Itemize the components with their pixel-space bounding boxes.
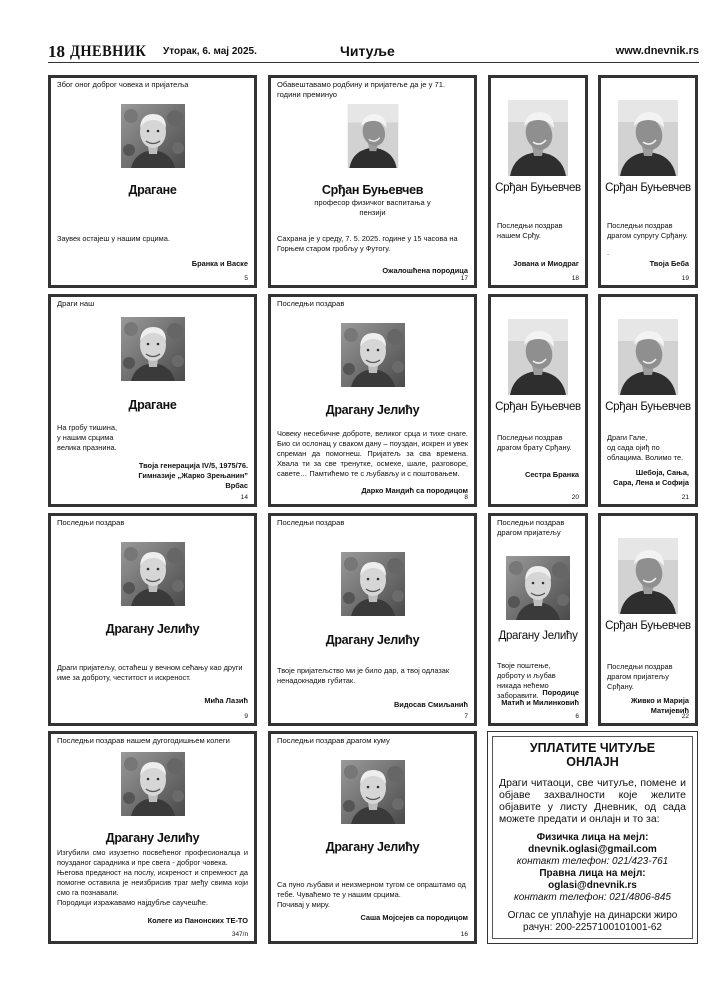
deceased-name: Срђан Буњевчев <box>605 620 691 632</box>
card-text: Твоје поштење, доброту и љубав никада нећемо заборавити. <box>497 661 556 700</box>
portrait-photo <box>618 100 678 176</box>
obituary-card-6 <box>488 513 588 726</box>
obituary-card-8 <box>268 294 477 507</box>
card-text: Са пуно љубави и неизмерном тугом се опраштамо од тебе. Чуваћемо те у нашим срцима. Почивај у миру. <box>277 880 466 909</box>
card-intro: Последњи поздрав драгом куму <box>277 736 390 745</box>
card-intro: Драги наш <box>57 299 95 308</box>
deceased-title: професор физичког васпитања у пензији <box>314 198 431 217</box>
card-signature: Живко и Марија Матијевић <box>630 696 689 715</box>
portrait-photo <box>341 760 405 824</box>
obituary-card-7 <box>268 513 477 726</box>
ad-number: 8 <box>464 494 468 501</box>
deceased-name: Драгану Јелићу <box>498 630 578 642</box>
obituary-card-16 <box>268 731 477 944</box>
card-text: Драги пријатељу, остаћеш у вечном сећању као други име за доброту, честитост и искреност. <box>57 663 243 682</box>
portrait-photo <box>341 104 405 168</box>
deceased-name: Срђан Буњевчев <box>495 401 581 413</box>
card-signature: Твоја Беба <box>649 259 689 268</box>
card-text: Драги Гале, од сада ојиђ по облацима. Волимо те. <box>607 433 684 462</box>
portrait-photo <box>121 104 185 168</box>
card-intro: Због оног доброг човека и пријатеља <box>57 80 189 89</box>
portrait-photo <box>341 552 405 616</box>
deceased-name: Драгане <box>128 398 177 412</box>
deceased-name: Срђан Буњевчев <box>605 401 691 413</box>
payment-line: Оглас се уплаћује на динарски жиро <box>507 910 678 921</box>
physical-phone: контакт телефон: 021/423-761 <box>516 856 669 867</box>
portrait-photo <box>121 317 185 381</box>
physical-label: Физичка лица на мејл: <box>536 832 649 843</box>
physical-email[interactable]: dnevnik.oglasi@gmail.com <box>528 844 657 855</box>
card-signature: Твоја генерација IV/5, 1975/76. Гимназије „Жарко Зрењанин” Врбас <box>138 461 248 490</box>
obituary-card-21 <box>598 294 698 507</box>
portrait-photo <box>341 323 405 387</box>
deceased-name: Срђан Буњевчев <box>495 182 581 194</box>
ad-number: 9 <box>244 713 248 720</box>
ad-number: 22 <box>681 713 689 720</box>
promo-title: УПЛАТИТЕ ЧИТУЉЕ <box>529 741 656 755</box>
obituary-card-20 <box>488 294 588 507</box>
card-text: Твоје пријатељство ми је било дар, а твој одлазак ненадокнадив губитак. <box>277 666 450 685</box>
obituary-card-19 <box>598 75 698 288</box>
card-signature: Бранка и Васке <box>191 259 248 268</box>
obituary-card-5 <box>48 75 257 288</box>
deceased-name: Драгану Јелићу <box>105 622 200 636</box>
card-signature: Саша Мојсејев са породицом <box>360 913 468 922</box>
card-signature: Мића Лазић <box>204 696 248 705</box>
promo-subtitle: ОНЛАЈН <box>566 755 619 769</box>
deceased-name: Срђан Буњевчев <box>605 182 691 194</box>
card-intro: Последњи поздрав <box>277 299 345 308</box>
ad-number: 16 <box>460 931 468 938</box>
card-intro: Последњи поздрав нашем дугогодишњем колеги <box>57 736 230 745</box>
newspaper-logo: ДНЕВНИК <box>70 43 147 60</box>
card-intro: Последњи поздрав <box>57 518 125 527</box>
card-intro: Последњи поздрав <box>277 518 345 527</box>
promo-text: Драги читаоци, све читуље, помене и објаве захвалности које желите објавите у листу Дневник, од сада можете предати и онлајн и то за: <box>499 777 686 825</box>
card-signature: Јована и Миодраг <box>513 259 579 268</box>
ad-number: 6 <box>575 713 579 720</box>
card-signature: Породице Матић и Милинковић <box>501 688 579 707</box>
ad-number: 18 <box>571 275 579 282</box>
portrait-photo <box>121 542 185 606</box>
card-text: Изгубили смо изузетно посвећеног професионалца и поузданог сарадника и пре свега - доброг човека. Његова преданост на послу, искреност и спремност да помогне оставила је неизбрисив траг међу свима који смо га познавали. Породици изражавамо најдубље саучешће. <box>57 848 248 907</box>
card-text: Сахрана је у среду, 7. 5. 2025. године у 15 часова на Горњем старом гробљу у Футогу. <box>277 234 458 253</box>
card-intro: Обавештавамо родбину и пријатеље да је у 71. години преминуо <box>277 80 446 99</box>
card-signature: Сестра Бранка <box>525 470 579 479</box>
online-obituary-promo <box>487 731 698 944</box>
ad-number: 17 <box>460 275 468 282</box>
obituary-card-347 <box>48 731 257 944</box>
obituary-card-9 <box>48 513 257 726</box>
deceased-name: Драгане <box>128 183 177 197</box>
ad-number: 347/п <box>231 931 248 938</box>
obituary-card-22 <box>598 513 698 726</box>
card-text: Последњи поздрав драгом брату Срђану. <box>497 433 572 452</box>
card-signature: Дарко Мандић са породицом <box>361 486 468 495</box>
deceased-name: Драгану Јелићу <box>325 840 420 854</box>
legal-label: Правна лица на мејл: <box>539 868 646 879</box>
card-signature: Видосав Смиљанић <box>393 700 468 709</box>
obituary-card-17 <box>268 75 477 288</box>
legal-email[interactable]: oglasi@dnevnik.rs <box>548 880 637 891</box>
ad-number: 7 <box>464 713 468 720</box>
website-link[interactable]: www.dnevnik.rs <box>615 45 699 57</box>
card-text: Последњи поздрав драгом супругу Срђану. <box>607 221 688 240</box>
section-title: Читуље <box>340 43 395 59</box>
ad-number: 5 <box>244 275 248 282</box>
ad-number: 19 <box>681 275 689 282</box>
portrait-photo <box>618 538 678 614</box>
card-intro: Последњи поздрав драгом пријатељу <box>497 518 565 537</box>
portrait-photo <box>508 100 568 176</box>
ad-number: 21 <box>681 494 689 501</box>
deceased-name: Драгану Јелићу <box>325 403 420 417</box>
ad-number: 20 <box>571 494 579 501</box>
portrait-photo <box>506 548 570 628</box>
card-signature: Шебоја, Сања, Сара, Лена и Софија <box>613 468 689 487</box>
bank-account: рачун: 200-2257100101001-62 <box>523 922 662 933</box>
deceased-name: Драгану Јелићу <box>325 633 420 647</box>
card-text: Човеку несебичне доброте, великог срца и тихе снаге. Био си ослонац у сваком дану – поуздан, искрен и увек спреман да помогнеш. Пријатељ за сва времена. Хвала ти за све тренутке, осмехе, шале, разговоре, савете… Памтићемо те с љубављу и с поштовањем. <box>277 429 468 478</box>
issue-date: Уторак, 6. мај 2025. <box>163 46 257 57</box>
card-text: Заувек остајеш у нашим срцима. <box>57 234 170 243</box>
portrait-photo <box>121 752 185 816</box>
obituary-card-14 <box>48 294 257 507</box>
legal-phone: контакт телефон: 021/4806-845 <box>514 892 671 903</box>
card-text: На гробу тишина, у нашим срцима велика празнина. <box>57 423 118 452</box>
card-signature: Ожалошћена породица <box>382 266 468 275</box>
card-dot: . <box>607 248 610 257</box>
portrait-photo <box>508 319 568 395</box>
card-text: Последњи поздрав драгом пријатељу Срђану. <box>607 662 673 691</box>
deceased-name: Срђан Буњевчев <box>321 183 424 197</box>
card-signature: Колеге из Панонских ТЕ-ТО <box>147 916 248 925</box>
header-rule <box>48 62 699 63</box>
obituary-card-18 <box>488 75 588 288</box>
ad-number: 14 <box>240 494 248 501</box>
card-text: Последњи поздрав нашем Срђу. <box>497 221 563 240</box>
deceased-name: Драгану Јелићу <box>105 831 200 845</box>
portrait-photo <box>618 319 678 395</box>
page-number: 18 <box>48 42 65 61</box>
